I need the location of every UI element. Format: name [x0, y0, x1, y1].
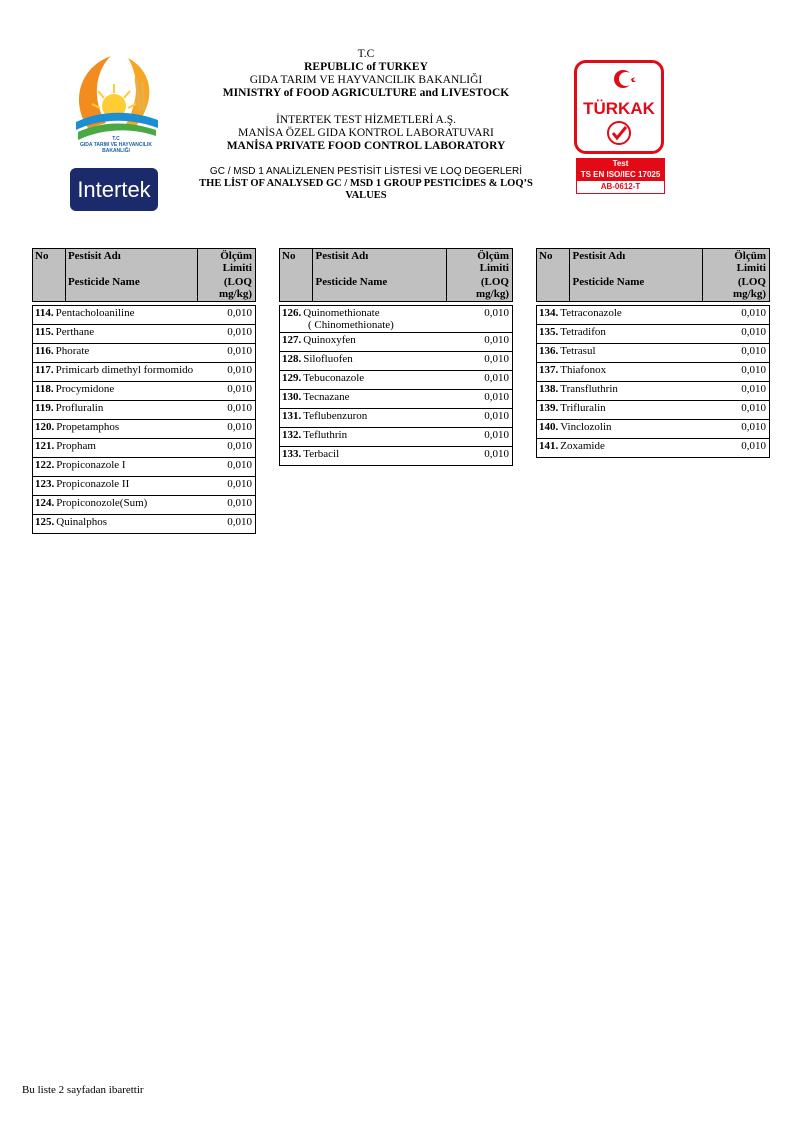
- header-lab-en: MANİSA PRIVATE FOOD CONTROL LABORATORY: [226, 140, 506, 152]
- table-row: [33, 496, 256, 515]
- table-row: [33, 325, 256, 344]
- pesticide-name: Tebuconazole: [303, 372, 365, 384]
- header-tc: T.C: [357, 48, 375, 60]
- col-header-name-en: Pesticide Name: [570, 275, 703, 302]
- row-number: 115.: [35, 326, 54, 338]
- loq-value: 0,010: [447, 447, 513, 466]
- row-number: 130.: [282, 391, 302, 403]
- turkak-logo: [574, 60, 664, 154]
- row-number: 114.: [35, 307, 54, 319]
- table-row: [537, 401, 770, 420]
- loq-value: 0,010: [703, 401, 770, 420]
- pesticide-name: Trifluralin: [560, 402, 606, 414]
- pesticide-name: Procymidone: [55, 383, 115, 395]
- pesticide-name: Profluralin: [55, 402, 104, 414]
- table-row: [537, 382, 770, 401]
- row-number: 138.: [539, 383, 559, 395]
- loq-value: 0,010: [197, 439, 255, 458]
- header-list-tr: GC / MSD 1 ANALİZLENEN PESTİSİT LİSTESİ VE LOQ DEGERLERİ: [209, 166, 523, 177]
- row-number: 136.: [539, 345, 559, 357]
- accreditation-badge: [576, 158, 665, 196]
- pesticide-name: Primicarb dimethyl formomido: [55, 364, 194, 376]
- table-row: [280, 333, 513, 352]
- loq-value: 0,010: [197, 344, 255, 363]
- col-header-no: No: [33, 249, 66, 276]
- col-header-no: No: [537, 249, 570, 276]
- row-number: 132.: [282, 429, 302, 441]
- row-number: 123.: [35, 478, 55, 490]
- pesticide-table: [279, 248, 513, 466]
- pesticide-name: Propham: [56, 440, 96, 452]
- row-number: 122.: [35, 459, 55, 471]
- pesticide-name: Propiconozole(Sum): [56, 497, 148, 509]
- header-bakanlik: GIDA TARIM VE HAYVANCILIK BAKANLIĞI: [249, 74, 483, 86]
- pesticide-alt-name: ( Chinomethionate): [308, 319, 394, 331]
- table-row: [33, 363, 256, 382]
- pesticide-table: [536, 248, 770, 458]
- table-row: [33, 344, 256, 363]
- header-company: İNTERTEK TEST HİZMETLERİ A.Ş.: [276, 114, 456, 126]
- table-row: [280, 447, 513, 466]
- loq-value: 0,010: [197, 382, 255, 401]
- col-header-loq-en: (LOQ mg/kg): [703, 275, 770, 302]
- table-row: [537, 325, 770, 344]
- row-number: 124.: [35, 497, 55, 509]
- pesticide-name: Silofluofen: [303, 353, 353, 365]
- ministry-logo-line1: GIDA TARIM VE HAYVANCILIK: [80, 142, 152, 148]
- table-row: [33, 401, 256, 420]
- loq-value: 0,010: [197, 306, 255, 325]
- ministry-logo-tc: T.C: [112, 136, 120, 142]
- loq-value: 0,010: [197, 496, 255, 515]
- loq-value: 0,010: [447, 390, 513, 409]
- turkak-text: TÜRKAK: [583, 99, 655, 118]
- pesticide-name: Propiconazole I: [56, 459, 126, 471]
- pesticide-name: Pentacholoaniline: [55, 307, 135, 319]
- row-number: 120.: [35, 421, 55, 433]
- row-number: 117.: [35, 364, 54, 376]
- loq-value: 0,010: [197, 420, 255, 439]
- loq-value: 0,010: [197, 458, 255, 477]
- loq-value: 0,010: [447, 306, 513, 333]
- row-number: 139.: [539, 402, 559, 414]
- loq-value: 0,010: [703, 439, 770, 458]
- table-row: [537, 439, 770, 458]
- loq-value: 0,010: [703, 306, 770, 325]
- col-header-name: Pestisit Adı: [570, 249, 703, 276]
- table-row: [280, 352, 513, 371]
- table-row: [280, 390, 513, 409]
- pesticide-name: Propetamphos: [56, 421, 120, 433]
- row-number: 128.: [282, 353, 302, 365]
- pesticide-name: Quinalphos: [56, 516, 107, 528]
- row-number: 140.: [539, 421, 559, 433]
- header-lab-tr: MANİSA ÖZEL GIDA KONTROL LABORATUVARI: [238, 127, 494, 139]
- pesticide-name: Teflubenzuron: [303, 410, 368, 422]
- ministry-logo-line2: BAKANLIĞI: [102, 148, 130, 154]
- table-row: [280, 428, 513, 447]
- table-row: [280, 409, 513, 428]
- table-row: [537, 306, 770, 325]
- intertek-logo: Intertek: [70, 168, 158, 211]
- col-header-loq-en: (LOQ mg/kg): [447, 275, 513, 302]
- loq-value: 0,010: [197, 363, 255, 382]
- loq-value: 0,010: [197, 515, 255, 534]
- pesticide-name: Zoxamide: [560, 440, 605, 452]
- loq-value: 0,010: [197, 477, 255, 496]
- loq-value: 0,010: [703, 420, 770, 439]
- pesticide-name: Tefluthrin: [303, 429, 348, 441]
- loq-value: 0,010: [197, 401, 255, 420]
- col-header-loq: Ölçüm Limiti: [447, 249, 513, 276]
- pesticide-name: Tecnazane: [303, 391, 350, 403]
- row-number: 126.: [282, 307, 302, 319]
- header-ministry: MINISTRY of FOOD AGRICULTURE and LIVESTOCK: [222, 87, 510, 99]
- loq-value: 0,010: [703, 344, 770, 363]
- row-number: 116.: [35, 345, 54, 357]
- header-republic: REPUBLIC of TURKEY: [304, 61, 428, 73]
- table-row: [280, 306, 513, 333]
- table-row: [537, 344, 770, 363]
- row-number: 131.: [282, 410, 302, 422]
- loq-value: 0,010: [197, 325, 255, 344]
- pesticide-name: Tetrasul: [560, 345, 596, 357]
- table-row: [33, 306, 256, 325]
- col-header-no: No: [280, 249, 313, 276]
- table-row: [33, 515, 256, 534]
- pesticide-name: Quinoxyfen: [303, 334, 356, 346]
- table-row: [33, 458, 256, 477]
- col-header-name-en: Pesticide Name: [65, 275, 197, 302]
- pesticide-name: Perthane: [55, 326, 95, 338]
- loq-value: 0,010: [447, 428, 513, 447]
- loq-value: 0,010: [447, 409, 513, 428]
- accred-number: AB-0612-T: [576, 180, 665, 194]
- row-number: 133.: [282, 448, 302, 460]
- header-list-en: THE LİST OF ANALYSED GC / MSD 1 GROUP PESTICİDES & LOQ’S VALUES: [199, 178, 533, 201]
- page-footer: Bu liste 2 sayfadan ibarettir: [22, 1084, 144, 1096]
- loq-value: 0,010: [703, 382, 770, 401]
- table-row: [33, 477, 256, 496]
- pesticide-name: Transfluthrin: [560, 383, 618, 395]
- pesticide-name: Tetraconazole: [560, 307, 622, 319]
- table-row: [537, 363, 770, 382]
- loq-value: 0,010: [447, 371, 513, 390]
- table-row: [33, 420, 256, 439]
- row-number: 141.: [539, 440, 559, 452]
- table-row: [33, 382, 256, 401]
- pesticide-name: Thiafonox: [560, 364, 607, 376]
- table-row: [280, 371, 513, 390]
- pesticide-name: Terbacil: [303, 448, 340, 460]
- pesticide-name: Phorate: [55, 345, 90, 357]
- col-header-loq-en: (LOQ mg/kg): [197, 275, 255, 302]
- loq-value: 0,010: [703, 325, 770, 344]
- row-number: 127.: [282, 334, 302, 346]
- loq-value: 0,010: [447, 333, 513, 352]
- row-number: 129.: [282, 372, 302, 384]
- col-header-name: Pestisit Adı: [65, 249, 197, 276]
- col-header-loq: Ölçüm Limiti: [703, 249, 770, 276]
- row-number: 121.: [35, 440, 55, 452]
- table-row: [33, 439, 256, 458]
- loq-value: 0,010: [703, 363, 770, 382]
- col-header-name: Pestisit Adı: [313, 249, 447, 276]
- row-number: 118.: [35, 383, 54, 395]
- row-number: 134.: [539, 307, 559, 319]
- accred-test: Test: [576, 158, 665, 169]
- loq-value: 0,010: [447, 352, 513, 371]
- row-number: 119.: [35, 402, 54, 414]
- col-header-name-en: Pesticide Name: [313, 275, 447, 302]
- pesticide-name: Quinomethionate: [303, 307, 380, 319]
- ministry-logo: [66, 48, 166, 163]
- col-header-loq: Ölçüm Limiti: [197, 249, 255, 276]
- pesticide-name: Vinclozolin: [560, 421, 612, 433]
- row-number: 135.: [539, 326, 559, 338]
- pesticide-name: Propiconazole II: [56, 478, 130, 490]
- pesticide-name: Tetradifon: [560, 326, 606, 338]
- table-row: [537, 420, 770, 439]
- row-number: 125.: [35, 516, 55, 528]
- row-number: 137.: [539, 364, 559, 376]
- accred-standard: TS EN ISO/IEC 17025: [576, 169, 665, 180]
- document-header: [190, 48, 542, 202]
- pesticide-table: [32, 248, 256, 534]
